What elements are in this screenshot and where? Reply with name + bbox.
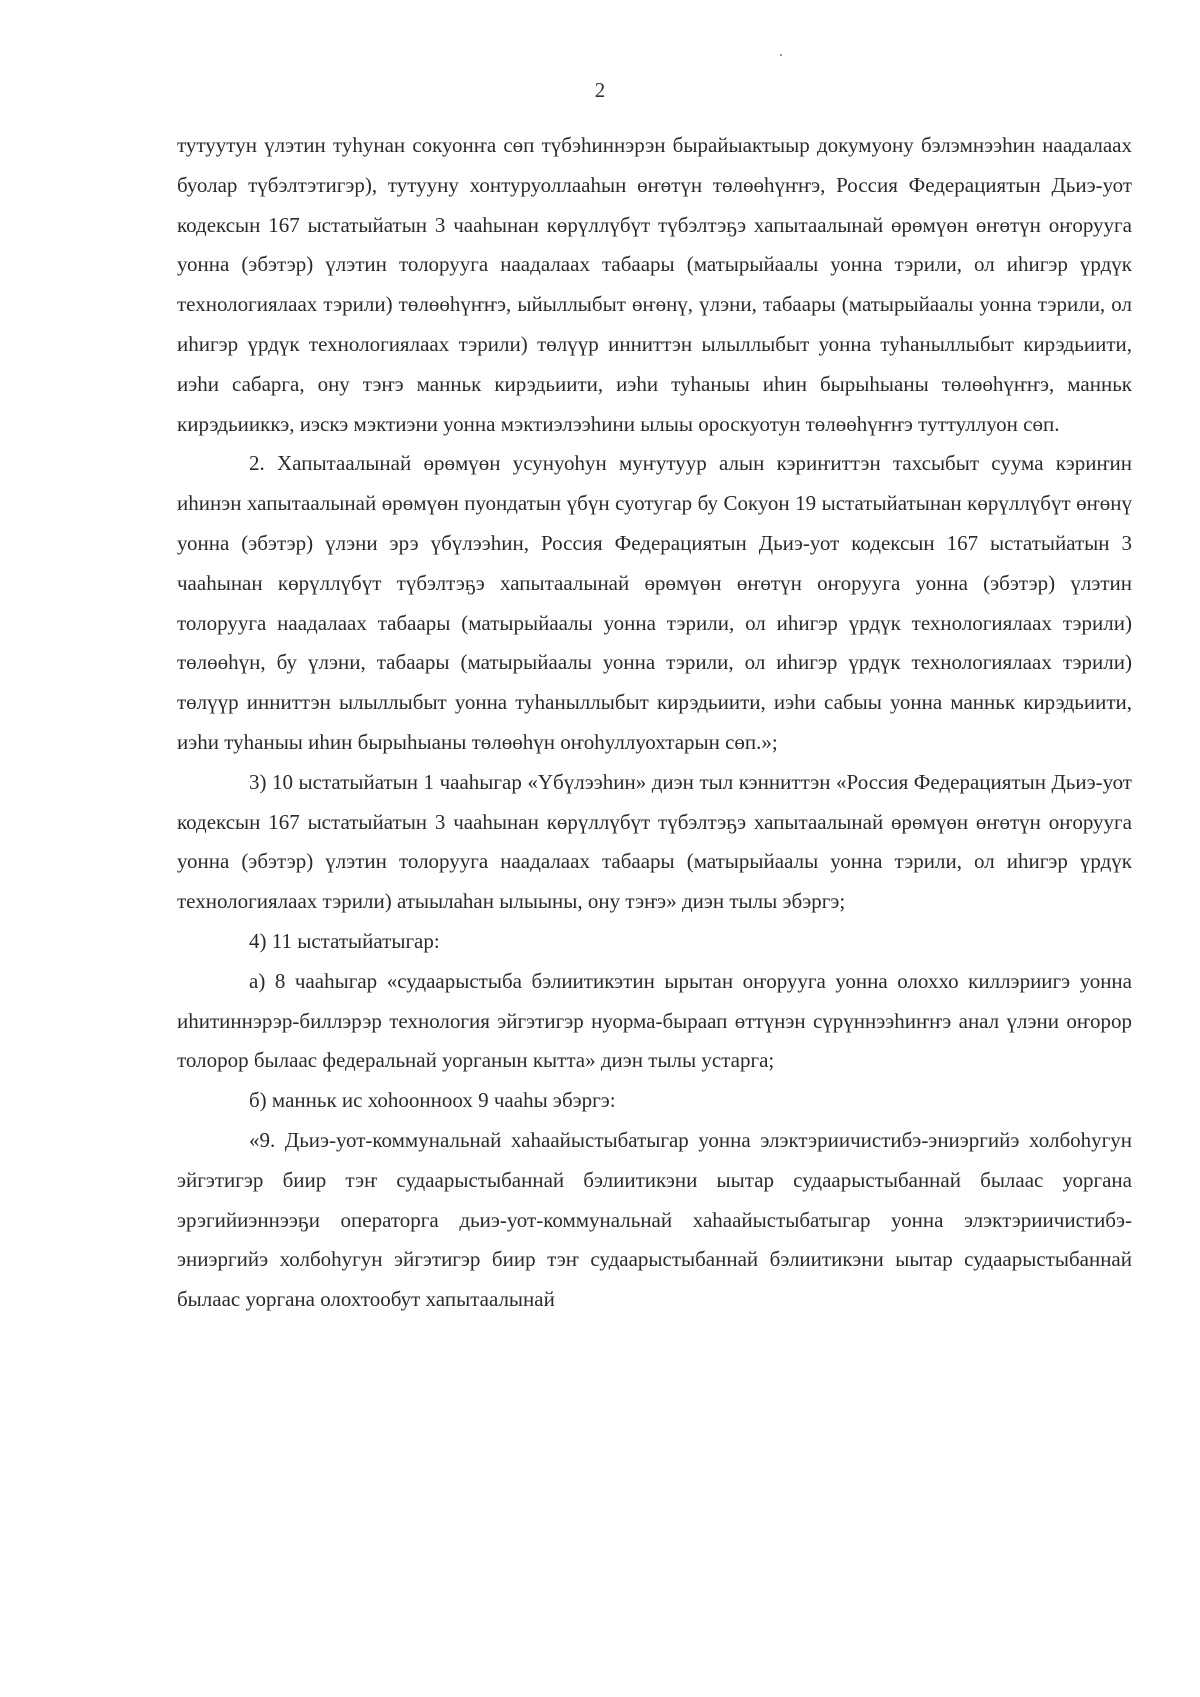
document-body bbox=[177, 126, 1132, 1320]
scan-speck bbox=[780, 54, 782, 56]
paragraph-continuation: тутуутун үлэтин туһунан сокуонҥа сөп түбэһиннэрэн бырайыактыыр докумуону бэлэмнээһин наадалаах буолар түбэлтэтигэр), тутууну хонтуруоллааһын өҥөтүн төлөөһүҥҥэ, Россия Федерациятын Дьиэ-уот кодексын 167 ыстатыйатын 3 чааһынан көрүллүбүт түбэлтэҕэ хапытаалынай өрөмүөн өҥөтүн оҥорууга уонна (эбэтэр) үлэтин толорууга наадалаах табаары (матырыйаалы уонна тэрили, ол иһигэр үрдүк технологиялаах тэрили) төлөөһүҥҥэ, ыйыллыбыт өҥөнү, үлэни, табаары (матырыйаалы уонна тэрили, ол иһигэр үрдүк технологиялаах тэрили) төлүүр инниттэн ылыллыбыт уонна туһаныллыбыт кирэдьиити, иэһи сабарга, ону тэҥэ манньк кирэдьиити, иэһи туһаныы иһин бырыһыаны төлөөһүҥҥэ, манньк кирэдьииккэ, иэскэ мэктиэни уонна мэктиэлээһини ылыы ороскуотун төлөөһүҥҥэ туттуллуон сөп. bbox=[177, 133, 1132, 436]
paragraph-item-2: 2. Хапытаалынай өрөмүөн усунуоһун муҥутуур алын кэриҥиттэн тахсыбыт суума кэриҥин иһинэн хапытаалынай өрөмүөн пуондатын үбүн суотугар бу Сокуон 19 ыстатыйатынан көрүллүбүт өҥөнү уонна (эбэтэр) үлэни эрэ үбүлээһин, Россия Федерациятын Дьиэ-уот кодексын 167 ыстатыйатын 3 чааһынан көрүллүбүт түбэлтэҕэ хапытаалынай өрөмүөн өҥөтүн оҥорууга уонна (эбэтэр) үлэтин толорууга наадалаах табаары (матырыйаалы уонна тэрили, ол иһигэр үрдүк технологиялаах тэрили) төлөөһүн, бу үлэни, табаары (матырыйаалы уонна тэрили, ол иһигэр үрдүк технологиялаах тэрили) төлүүр инниттэн ылыллыбыт уонна туһаныллыбыт кирэдьиити, иэһи сабыы уонна манньк кирэдьиити, иэһи туһаныы иһин бырыһыаны төлөөһүн оҥоһуллуохтарын сөп.»; bbox=[177, 451, 1132, 754]
paragraph-subitem-a: а) 8 чааһыгар «судаарыстыба бэлиитикэтин ырытан оҥорууга уонна олоххо киллэриигэ уонна иһитиннэрэр-биллэрэр технология эйгэтигэр нуорма-быраап өттүнэн сүрүннээһиҥҥэ анал үлэни оҥорор толорор былаас федеральнай уорганын кытта» диэн тылы устарга; bbox=[177, 968, 1132, 1073]
paragraph-item-4: 4) 11 ыстатыйатыгар: bbox=[249, 928, 440, 953]
paragraph-quoted-part-9: «9. Дьиэ-уот-коммунальнай хаһаайыстыбатыгар уонна элэктэриичистибэ-эниэргийэ холбоһугун эйгэтигэр биир тэҥ судаарыстыбаннай бэлиитикэни ыытар судаарыстыбаннай былаас уоргана эрэгийиэннээҕи операторга дьиэ-уот-коммунальнай хаһаайыстыбатыгар уонна элэктэриичистибэ-эниэргийэ холбоһугун эйгэтигэр биир тэҥ судаарыстыбаннай бэлиитикэни ыытар судаарыстыбаннай былаас уоргана олохтообут хапытаалынай bbox=[177, 1127, 1132, 1312]
paragraph-subitem-b: б) манньк ис хоһоонноох 9 чааһы эбэргэ: bbox=[249, 1088, 616, 1113]
paragraph-item-3: 3) 10 ыстатыйатын 1 чааһыгар «Үбүлээһин» диэн тыл кэнниттэн «Россия Федерациятын Дьиэ-уот кодексын 167 ыстатыйатын 3 чааһынан көрүллүбүт түбэлтэҕэ хапытаалынай өрөмүөн өҥөтүн оҥорууга уонна (эбэтэр) үлэтин толорууга наадалаах табаары (матырыйаалы уонна тэрили, ол иһигэр үрдүк технологиялаах тэрили) атыылаһан ылыыны, ону тэҥэ» диэн тылы эбэргэ; bbox=[177, 769, 1132, 914]
page-number: 2 bbox=[594, 78, 606, 102]
